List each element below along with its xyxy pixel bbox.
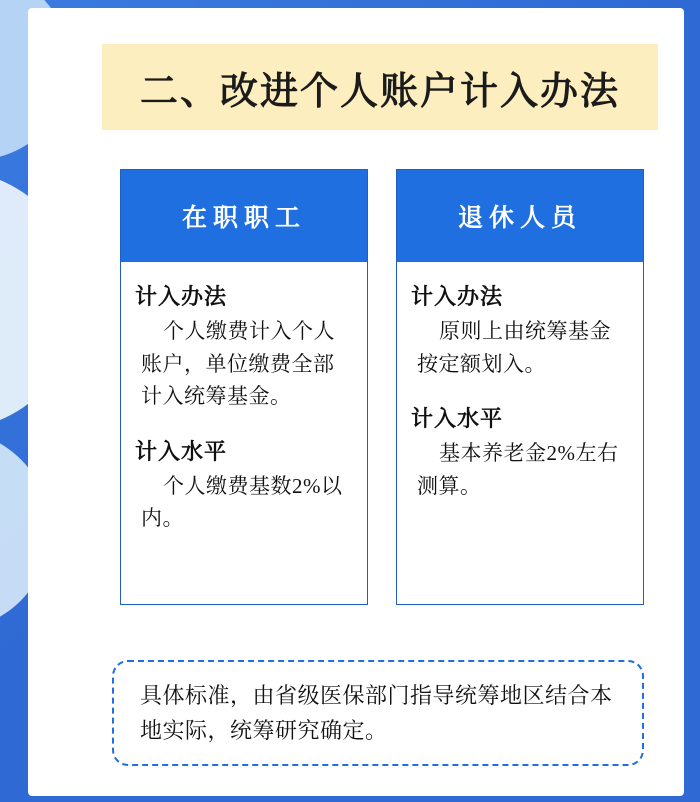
column-body-retirees (397, 262, 643, 604)
column-header-label: 在职职工 (181, 205, 306, 232)
column-header-retirees (397, 170, 643, 262)
content-card (28, 8, 684, 796)
comparison-columns (120, 169, 644, 605)
section-title-method: 计入办法 (411, 284, 504, 309)
section-body-method: 原则上由统筹基金按定额划入。 (417, 319, 611, 376)
column-header-active-employees (121, 170, 367, 262)
section-body-method: 个人缴费计入个人账户，单位缴费全部计入统筹基金。 (141, 319, 335, 409)
page-title: 二、改进个人账户计入办法 (139, 70, 620, 113)
section-body-level: 基本养老金2%左右测算。 (417, 441, 619, 498)
footnote-box (112, 660, 644, 766)
section-title-method: 计入办法 (135, 284, 228, 309)
title-banner (102, 44, 658, 130)
column-header-label: 退休人员 (457, 205, 582, 232)
footnote-text: 具体标准，由省级医保部门指导统筹地区结合本地实际，统筹研究确定。 (140, 682, 613, 743)
column-retirees (396, 169, 644, 605)
section-body-level: 个人缴费基数2%以内。 (141, 473, 343, 531)
column-body-active-employees (121, 262, 367, 604)
section-title-level: 计入水平 (411, 406, 504, 432)
section-title-level: 计入水平 (135, 438, 228, 464)
column-active-employees (120, 169, 368, 605)
